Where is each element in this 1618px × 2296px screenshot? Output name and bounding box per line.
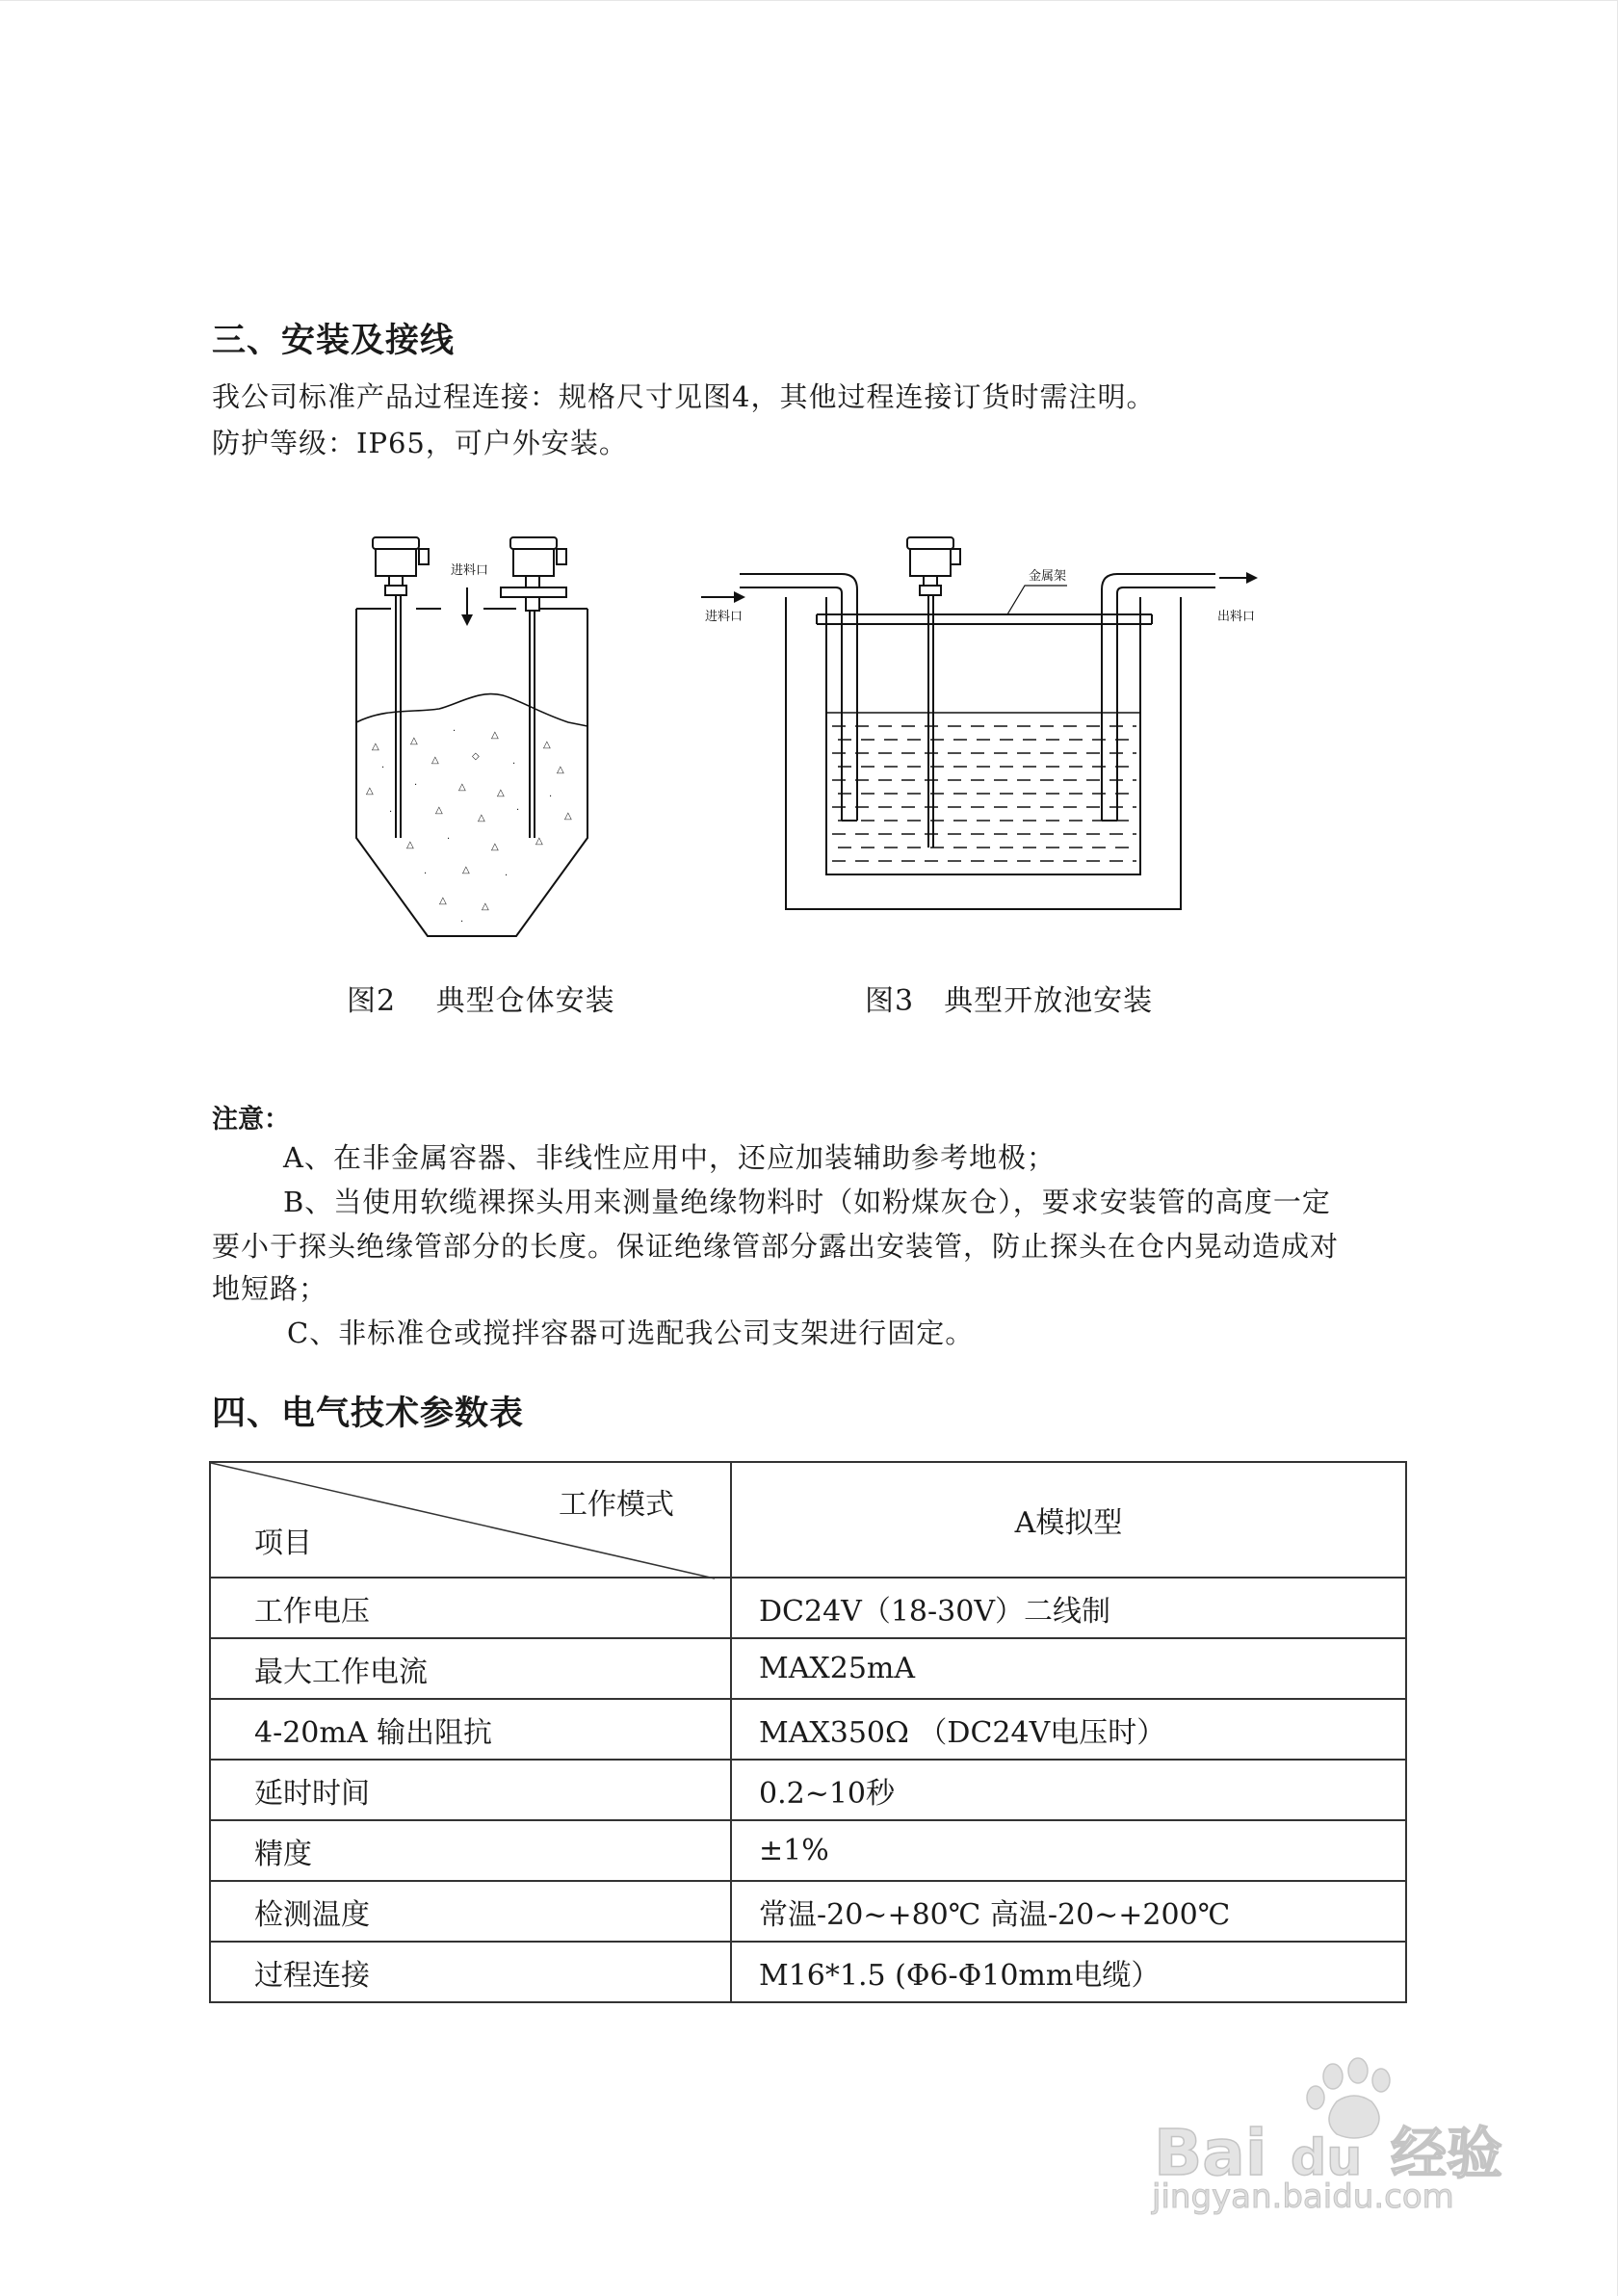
table-header-row bbox=[210, 1462, 1406, 1578]
table-row bbox=[210, 1638, 1406, 1699]
section3-line2: 防护等级：IP65，可户外安装。 bbox=[212, 427, 628, 459]
section3-line1: 我公司标准产品过程连接：规格尺寸见图4，其他过程连接订货时需注明。 bbox=[212, 380, 1156, 413]
figure3-inlet-label: 进料口 bbox=[705, 610, 744, 624]
row-value: ±1% bbox=[731, 1820, 1406, 1881]
svg-text:·: · bbox=[505, 871, 509, 881]
row-value: MAX25mA bbox=[731, 1638, 1406, 1699]
svg-text:△: △ bbox=[564, 811, 572, 822]
svg-text:△: △ bbox=[366, 786, 374, 796]
watermark-brand-du: du bbox=[1291, 2129, 1363, 2187]
section3-heading: 三、安装及接线 bbox=[212, 322, 456, 360]
row-label: 工作电压 bbox=[210, 1578, 731, 1638]
page-top-border bbox=[0, 0, 1618, 1]
svg-text:△: △ bbox=[497, 788, 505, 798]
note-a: A、在非金属容器、非线性应用中，还应加装辅助参考地极； bbox=[283, 1141, 1056, 1174]
figure3-caption: 图3 典型开放池安装 bbox=[865, 984, 1154, 1018]
figure3-pool-diagram bbox=[701, 520, 1298, 925]
svg-text:·: · bbox=[381, 763, 385, 773]
header-item-label: 项目 bbox=[254, 1526, 312, 1560]
row-value: DC24V（18-30V）二线制 bbox=[731, 1578, 1406, 1638]
svg-text:△: △ bbox=[406, 840, 414, 850]
row-label: 4-20mA 输出阻抗 bbox=[210, 1699, 731, 1760]
row-value: 常温-20~+80℃ 高温-20~+200℃ bbox=[731, 1881, 1406, 1942]
row-value: 0.2~10秒 bbox=[731, 1760, 1406, 1820]
note-c: C、非标准仓或搅拌容器可选配我公司支架进行固定。 bbox=[287, 1317, 975, 1349]
svg-text:·: · bbox=[447, 834, 451, 845]
table-row bbox=[210, 1881, 1406, 1942]
figure2-caption: 图2 典型仓体安装 bbox=[347, 984, 615, 1018]
row-label: 检测温度 bbox=[210, 1881, 731, 1942]
note-b-line1: B、当使用软缆裸探头用来测量绝缘物料时（如粉煤灰仓），要求安装管的高度一定 bbox=[283, 1186, 1331, 1218]
svg-text:·: · bbox=[516, 805, 520, 816]
svg-text:△: △ bbox=[439, 896, 447, 906]
note-b-line2: 要小于探头绝缘管部分的长度。保证绝缘管部分露出安装管，防止探头在仓内晃动造成对 bbox=[212, 1230, 1340, 1263]
row-label: 延时时间 bbox=[210, 1760, 731, 1820]
electrical-spec-table bbox=[209, 1461, 1407, 2003]
row-value: MAX350Ω （DC24V电压时） bbox=[731, 1699, 1406, 1760]
svg-text:·: · bbox=[549, 792, 553, 802]
figure2-inlet-label: 进料口 bbox=[451, 563, 489, 578]
row-value: M16*1.5 (Φ6-Φ10mm电缆） bbox=[731, 1942, 1406, 2002]
svg-text:△: △ bbox=[462, 865, 470, 875]
notes-title: 注意： bbox=[212, 1105, 290, 1135]
svg-text:·: · bbox=[424, 869, 428, 879]
figure3-frame-label: 金属架 bbox=[1029, 569, 1067, 584]
baidu-jingyan-watermark bbox=[1144, 2042, 1539, 2215]
svg-text:△: △ bbox=[491, 730, 499, 741]
table-row bbox=[210, 1820, 1406, 1881]
table-row bbox=[210, 1699, 1406, 1760]
watermark-cn: 经验 bbox=[1391, 2121, 1503, 2186]
svg-text:·: · bbox=[460, 917, 464, 927]
figure3-outlet-label: 出料口 bbox=[1217, 610, 1256, 624]
svg-text:·: · bbox=[389, 807, 393, 818]
watermark-brand: Bai bbox=[1154, 2116, 1267, 2190]
svg-text:△: △ bbox=[535, 836, 543, 847]
svg-text:·: · bbox=[414, 780, 418, 791]
row-label: 最大工作电流 bbox=[210, 1638, 731, 1699]
header-value-cell: A模拟型 bbox=[731, 1462, 1406, 1578]
svg-text:·: · bbox=[512, 759, 516, 770]
svg-text:△: △ bbox=[491, 842, 499, 852]
table-row bbox=[210, 1578, 1406, 1638]
svg-text:△: △ bbox=[431, 755, 439, 766]
svg-text:△: △ bbox=[478, 813, 485, 823]
note-b-line3: 地短路； bbox=[212, 1272, 328, 1305]
svg-text:◇: ◇ bbox=[472, 751, 480, 762]
header-mode-label: 工作模式 bbox=[559, 1488, 674, 1522]
row-label: 精度 bbox=[210, 1820, 731, 1881]
svg-text:·: · bbox=[453, 726, 457, 737]
svg-text:△: △ bbox=[435, 805, 443, 816]
section4-heading: 四、电气技术参数表 bbox=[212, 1395, 525, 1433]
svg-text:△: △ bbox=[543, 740, 551, 750]
table-row bbox=[210, 1760, 1406, 1820]
table-diagonal-header-cell bbox=[210, 1462, 731, 1578]
svg-text:△: △ bbox=[482, 901, 489, 912]
figure2-silo-diagram bbox=[347, 520, 597, 944]
svg-text:△: △ bbox=[372, 742, 379, 752]
svg-text:△: △ bbox=[557, 765, 564, 775]
watermark-url: jingyan.baidu.com bbox=[1152, 2178, 1454, 2216]
table-row bbox=[210, 1942, 1406, 2002]
svg-text:△: △ bbox=[458, 782, 466, 793]
row-label: 过程连接 bbox=[210, 1942, 731, 2002]
svg-text:△: △ bbox=[410, 736, 418, 746]
